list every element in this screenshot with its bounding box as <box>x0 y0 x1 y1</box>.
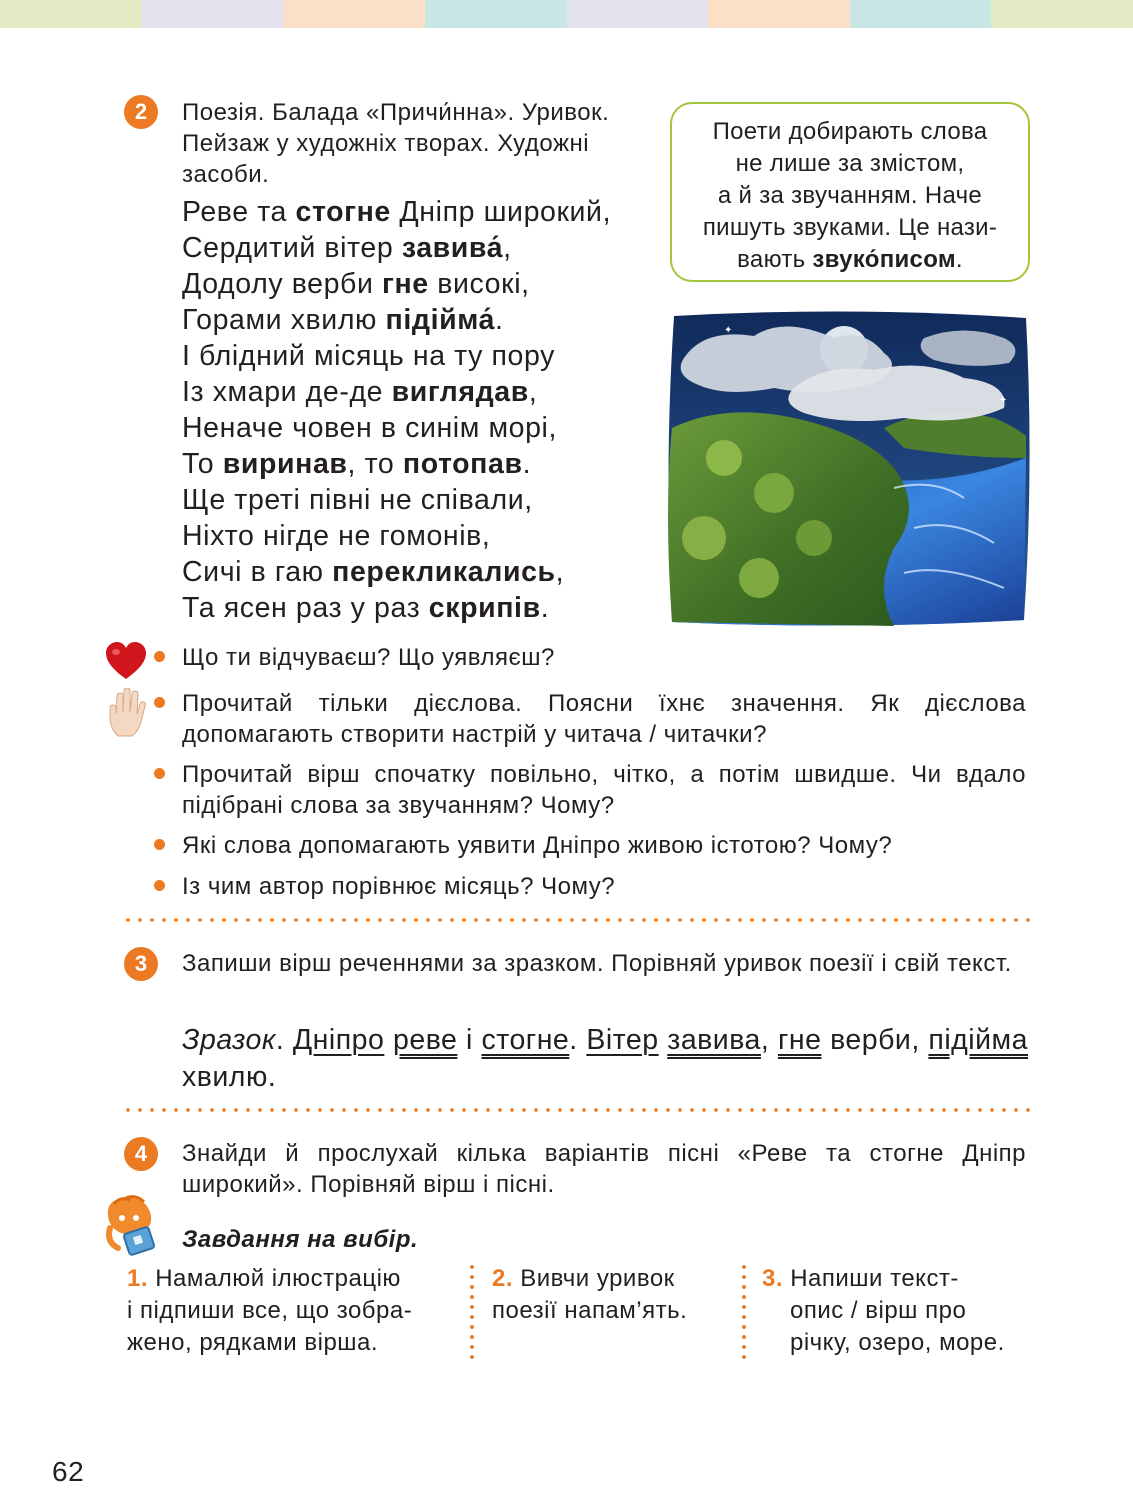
choice-text: Напиши текст- <box>790 1265 959 1292</box>
choice-line: поезії напам’ять. <box>492 1297 688 1324</box>
choice-line <box>492 1263 732 1295</box>
tree <box>796 520 832 556</box>
poem-verb: завива́ <box>401 232 504 264</box>
dotted-divider <box>122 918 1030 922</box>
choice-mascot-icon <box>100 1194 162 1260</box>
sample-label: Зразок <box>182 1024 276 1056</box>
tree <box>706 440 742 476</box>
poem-text: , то <box>347 448 403 480</box>
info-text: вають <box>737 246 813 273</box>
column-divider <box>470 1262 474 1362</box>
poem-text: Та ясен раз у раз <box>182 592 429 624</box>
poem-line <box>182 194 611 230</box>
bullet <box>154 839 165 850</box>
task-number-2: 2 <box>124 95 158 129</box>
info-line: не лише за змістом, <box>735 150 965 177</box>
poem-text: Сердитий вітер <box>182 232 402 264</box>
poem-line <box>182 302 611 338</box>
poem-line <box>182 590 611 626</box>
question: Прочитай вірш спочатку повільно, чітко, а потім швидше. Чи вдало підібрані слова за звучанням? Чому? <box>182 761 1026 819</box>
info-line <box>672 244 1028 276</box>
poem-text: Із хмари де-де <box>182 376 392 408</box>
task3-text: Запиши вірш реченнями за зразком. Порівняй уривок поезії і свій текст. <box>182 950 1012 977</box>
heart-icon <box>104 641 148 681</box>
poem-text: Горами хвилю <box>182 304 386 336</box>
choice-item-3 <box>762 1263 1026 1359</box>
bullet <box>154 651 165 662</box>
choice-line: жено, рядками вірша. <box>127 1329 379 1356</box>
info-term: звуко́писом <box>812 246 956 273</box>
hand-icon <box>106 688 148 738</box>
choice-line: річку, озеро, море. <box>790 1329 1005 1356</box>
poem-text: Неначе човен в синім морі, <box>182 412 557 444</box>
choice-text: Намалюй ілюстрацію <box>155 1265 401 1292</box>
poem-text: , <box>503 232 512 264</box>
choice-number: 1. <box>127 1265 149 1292</box>
poem-verb: потопав <box>402 448 523 480</box>
tree <box>739 558 779 598</box>
poem-verb: гне <box>381 268 429 300</box>
star-icon: ✦ <box>724 325 733 336</box>
strip-segment <box>567 0 709 28</box>
strip-segment <box>0 0 142 28</box>
tree <box>682 516 726 560</box>
page-number: 62 <box>52 1456 85 1487</box>
predicate-word: гне <box>777 1024 822 1056</box>
column-divider <box>742 1262 746 1362</box>
heading-line: засоби. <box>182 161 270 188</box>
poem-verb: виглядав <box>391 376 529 408</box>
landscape-illustration <box>664 308 1034 628</box>
question: Що ти відчуваєш? Що уявляєш? <box>182 644 555 671</box>
choice-title: Завдання на вибір. <box>182 1226 419 1253</box>
bullet <box>154 697 165 708</box>
poem-verb: виринав <box>222 448 348 480</box>
question: Прочитай тільки дієслова. Поясни їхнє значення. Як дієслова допомагають створити настрій у читача / читачки? <box>182 690 1026 748</box>
choice-line <box>127 1263 459 1295</box>
tree <box>754 473 794 513</box>
task-number-4: 4 <box>124 1137 158 1171</box>
sample-text-part: хвилю. <box>182 1061 277 1093</box>
bullet <box>154 880 165 891</box>
predicate-word: завива <box>667 1024 761 1056</box>
choice-line <box>762 1263 1026 1295</box>
poem-text: Дніпр широкий, <box>390 196 612 228</box>
heading-line: Поезія. Балада «Причи́нна». Уривок. <box>182 99 610 126</box>
poem-text: Реве та <box>182 196 296 228</box>
choice-number: 2. <box>492 1265 514 1292</box>
heading-line: Пейзаж у художніх творах. Художні <box>182 130 590 157</box>
task-number-3: 3 <box>124 947 158 981</box>
subject-word: Дніпро <box>292 1024 385 1056</box>
poem-verb: підійма́ <box>385 304 495 336</box>
choice-number: 3. <box>762 1265 784 1292</box>
info-line: а й за звучанням. Наче <box>717 182 983 209</box>
info-box <box>670 102 1030 282</box>
poem-text: . <box>540 592 550 624</box>
poem-verb: стогне <box>295 196 391 228</box>
poem-line <box>182 410 611 446</box>
poem-line <box>182 554 611 590</box>
choice-item-2 <box>492 1263 732 1327</box>
poem <box>182 194 611 626</box>
predicate-word: підійма <box>928 1024 1028 1056</box>
poem-verb: перекликались <box>332 556 556 588</box>
strip-segment <box>425 0 567 28</box>
strip-segment <box>991 0 1133 28</box>
info-text: . <box>955 246 963 273</box>
sample-punct: . <box>569 1024 587 1056</box>
task4-text: Знайди й прослухай кілька варіантів пісні «Реве та стогне Дніпр широкий». Порівняй вірш і пісні. <box>182 1140 1026 1198</box>
poem-text: Ще треті півні не співали, <box>182 484 533 516</box>
info-line: пишуть звуками. Це нази- <box>702 214 998 241</box>
sample-text <box>182 1022 1028 1096</box>
dotted-divider <box>122 1108 1030 1112</box>
sample-text-part: і <box>457 1024 482 1056</box>
question: Які слова допомагають уявити Дніпро живою істотою? Чому? <box>182 832 893 859</box>
poem-text: . <box>494 304 504 336</box>
bullet <box>154 768 165 779</box>
top-color-strip <box>0 0 1133 28</box>
choice-line: і підпиши все, що зобра- <box>127 1297 413 1324</box>
poem-text: Ніхто нігде не гомонів, <box>182 520 491 552</box>
strip-segment <box>850 0 992 28</box>
predicate-word: реве <box>393 1024 458 1056</box>
poem-text: Додолу верби <box>182 268 382 300</box>
poem-line <box>182 518 611 554</box>
predicate-word: стогне <box>481 1024 570 1056</box>
sample-text-part: верби, <box>821 1024 929 1056</box>
strip-segment <box>142 0 284 28</box>
choice-text: Вивчи уривок <box>520 1265 675 1292</box>
choice-item-1 <box>127 1263 459 1359</box>
poem-line <box>182 446 611 482</box>
sample-punct: , <box>760 1024 778 1056</box>
poem-text: І блідний місяць на ту пору <box>182 340 555 372</box>
poem-text: , <box>555 556 565 588</box>
poem-line <box>182 266 611 302</box>
poem-text: Сичі в гаю <box>182 556 333 588</box>
poem-text: , <box>528 376 538 408</box>
poem-line <box>182 230 611 266</box>
sample-punct: . <box>275 1024 293 1056</box>
strip-segment <box>708 0 850 28</box>
star-icon: ✦ <box>999 395 1008 406</box>
poem-line <box>182 374 611 410</box>
poem-line <box>182 482 611 518</box>
choice-line: опис / вірш про <box>790 1297 967 1324</box>
poem-verb: скрипів <box>428 592 541 624</box>
task2-heading <box>182 97 644 190</box>
question: Із чим автор порівнює місяць? Чому? <box>182 873 616 900</box>
poem-text: То <box>182 448 223 480</box>
strip-segment <box>283 0 425 28</box>
poem-line <box>182 338 611 374</box>
poem-text: . <box>522 448 532 480</box>
poem-text: високі, <box>428 268 530 300</box>
info-line: Поети добирають слова <box>712 118 988 145</box>
subject-word: Вітер <box>586 1024 659 1056</box>
